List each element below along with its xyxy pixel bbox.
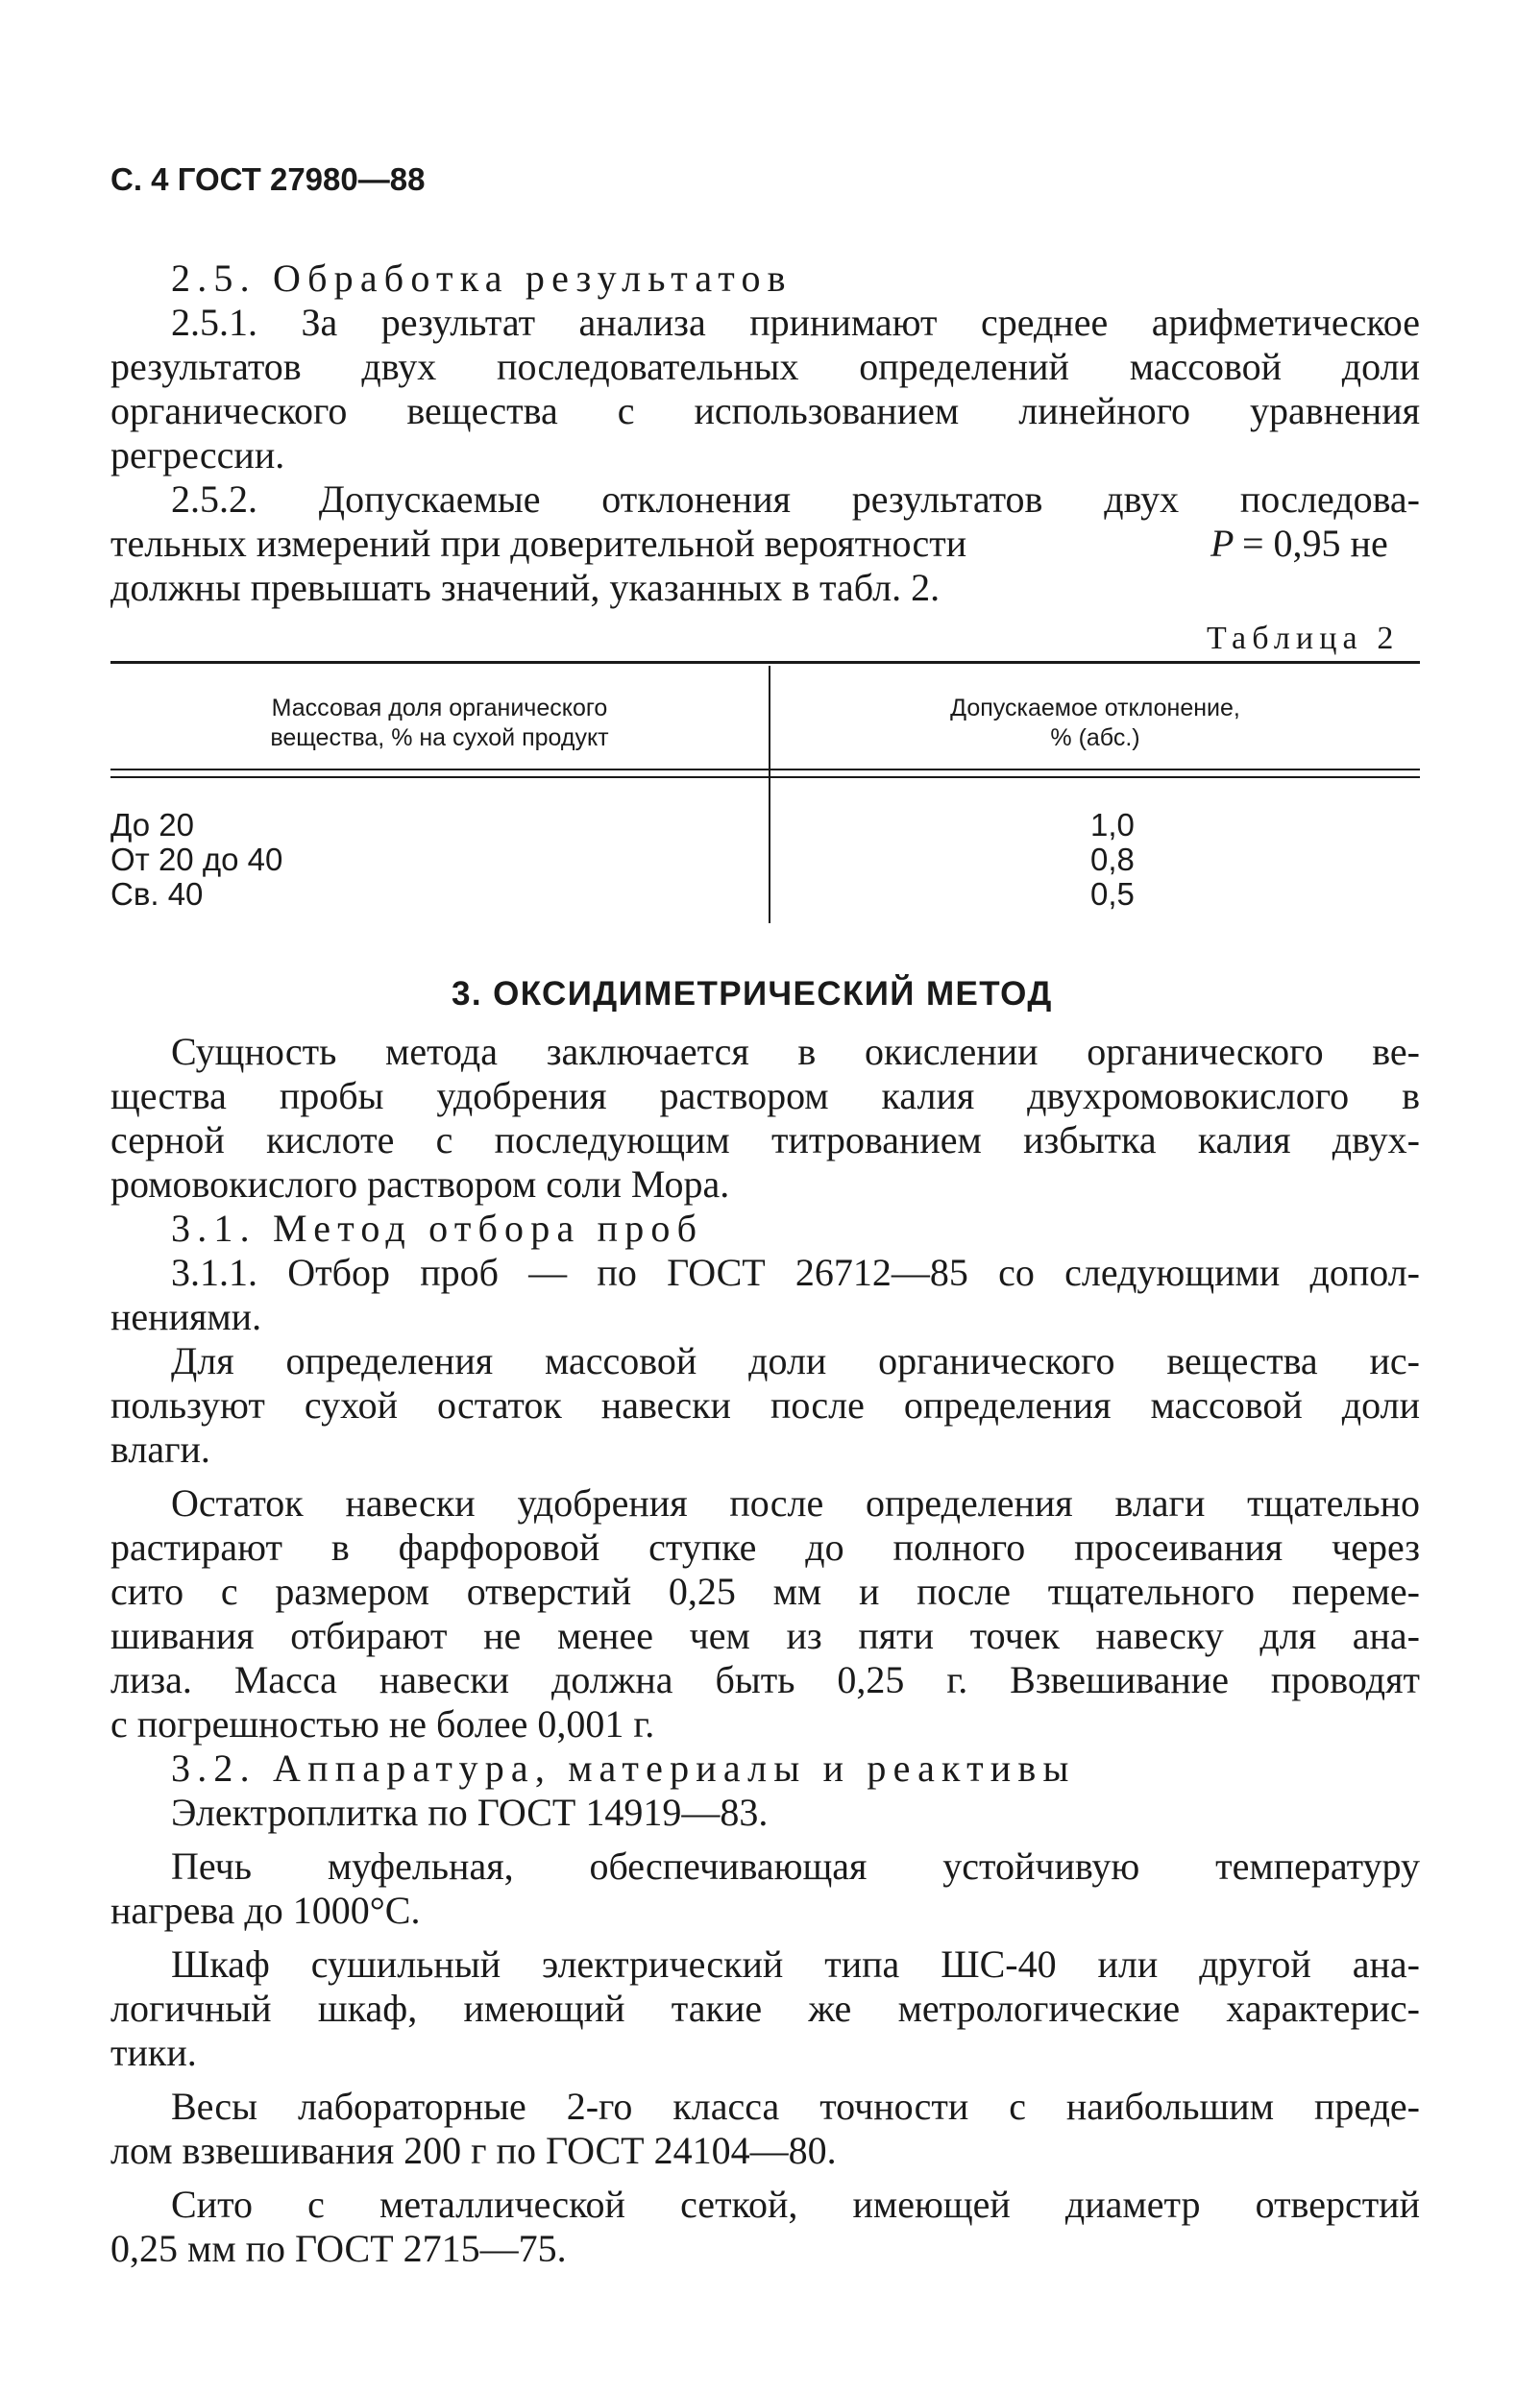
intro-line3: серной кислоте с последующим титрованием избытка калия двух- <box>110 1118 1420 1161</box>
para-2-5-1-line1: 2.5.1. За результат анализа принимают среднее арифметическое <box>171 301 1420 344</box>
table-col1-header-line1: Массовая доля органического <box>271 695 608 721</box>
para-rest-line3: сито с размером отверстий 0,25 мм и после тщательного переме- <box>110 1570 1420 1613</box>
table-col2-header-line1: Допускаемое отклонение, <box>950 695 1240 721</box>
table-col2-header <box>770 694 1420 754</box>
section-3-heading: 3. ОКСИДИМЕТРИЧЕСКИЙ МЕТОД <box>452 975 1053 1013</box>
para-2-5-2-line3: должны превышать значений, указанных в табл. 2. <box>110 566 941 609</box>
para-dry-line2: пользуют сухой остаток навески после определения массовой доли <box>110 1383 1420 1427</box>
para-dry-line3: влаги. <box>110 1428 210 1471</box>
para-rest-line5: лиза. Масса навески должна быть 0,25 г. Взвешивание проводят <box>110 1658 1420 1701</box>
equip-furnace-line1: Печь муфельная, обеспечивающая устойчивую температуру <box>171 1844 1420 1888</box>
para-rest-line4: шивания отбирают не менее чем из пяти точек навеску для ана- <box>110 1614 1420 1657</box>
section-2-5-title: 2.5. Обработка результатов <box>171 256 793 300</box>
para-2-5-2-variable-p <box>1210 522 1234 565</box>
para-rest-line1: Остаток навески удобрения после определения влаги тщательно <box>171 1481 1420 1525</box>
table-header-rule-1 <box>110 769 1420 770</box>
para-2-5-2-line2b: = 0,95 не <box>1242 522 1388 565</box>
table-col1-header-line2: вещества, % на сухой продукт <box>270 724 609 752</box>
table-caption: Таблица 2 <box>1207 621 1400 656</box>
table-row-1-value: 1,0 <box>1090 807 1135 843</box>
equip-hotplate: Электроплитка по ГОСТ 14919—83. <box>171 1791 769 1834</box>
intro-line2: щества пробы удобрения раствором калия двухромовокислого в <box>110 1074 1420 1117</box>
section-3-2-title: 3.2. Аппаратура, материалы и реактивы <box>171 1747 1076 1790</box>
table-row-2-value: 0,8 <box>1090 842 1135 877</box>
para-3-1-1-line2: нениями. <box>110 1295 262 1338</box>
table-row-3-value: 0,5 <box>1090 876 1135 912</box>
table-col1-header <box>110 694 769 754</box>
page-header: С. 4 ГОСТ 27980—88 <box>110 161 426 197</box>
para-rest-line6: с погрешностью не более 0,001 г. <box>110 1702 655 1746</box>
para-rest-line2: растирают в фарфоровой ступке до полного просеивания через <box>110 1526 1420 1569</box>
section-3-1-title: 3.1. Метод отбора проб <box>171 1207 704 1250</box>
table-row-1-range: До 20 <box>110 807 194 843</box>
equip-sieve-line1: Сито с металлической сеткой, имеющей диаметр отверстий <box>171 2183 1420 2226</box>
para-2-5-1-line3: органического вещества с использованием линейного уравнения <box>110 389 1420 432</box>
probability-variable: P <box>1210 522 1234 565</box>
intro-line1: Сущность метода заключается в окислении органического ве- <box>171 1030 1420 1073</box>
equip-furnace-line2: нагрева до 1000°С. <box>110 1889 421 1932</box>
equip-oven-line2: логичный шкаф, имеющий такие же метрологические характерис- <box>110 1987 1420 2030</box>
equip-scales-line1: Весы лабораторные 2-го класса точности с наибольшим преде- <box>171 2085 1420 2128</box>
para-2-5-2-line1: 2.5.2. Допускаемые отклонения результатов двух последова- <box>171 477 1420 521</box>
equip-sieve-line2: 0,25 мм по ГОСТ 2715—75. <box>110 2227 567 2270</box>
para-2-5-1-line2: результатов двух последовательных определений массовой доли <box>110 345 1420 388</box>
table-row-2-range: От 20 до 40 <box>110 842 283 877</box>
para-3-1-1-line1: 3.1.1. Отбор проб — по ГОСТ 26712—85 со следующими допол- <box>171 1251 1420 1294</box>
equip-oven-line3: тики. <box>110 2031 197 2074</box>
equip-scales-line2: лом взвешивания 200 г по ГОСТ 24104—80. <box>110 2129 837 2172</box>
para-dry-line1: Для определения массовой доли органического вещества ис- <box>171 1339 1420 1382</box>
table-col2-header-line2: % (абс.) <box>1050 724 1140 752</box>
equip-oven-line1: Шкаф сушильный электрический типа ШС-40 или другой ана- <box>171 1942 1420 1986</box>
table-header-rule-2 <box>110 776 1420 778</box>
table-row-3-range: Св. 40 <box>110 876 204 912</box>
intro-line4: ромовокислого раствором соли Мора. <box>110 1162 730 1206</box>
table-top-rule <box>110 661 1420 664</box>
para-2-5-1-line4: регрессии. <box>110 433 285 476</box>
para-2-5-2-line2a: тельных измерений при доверительной вероятности <box>110 522 967 565</box>
